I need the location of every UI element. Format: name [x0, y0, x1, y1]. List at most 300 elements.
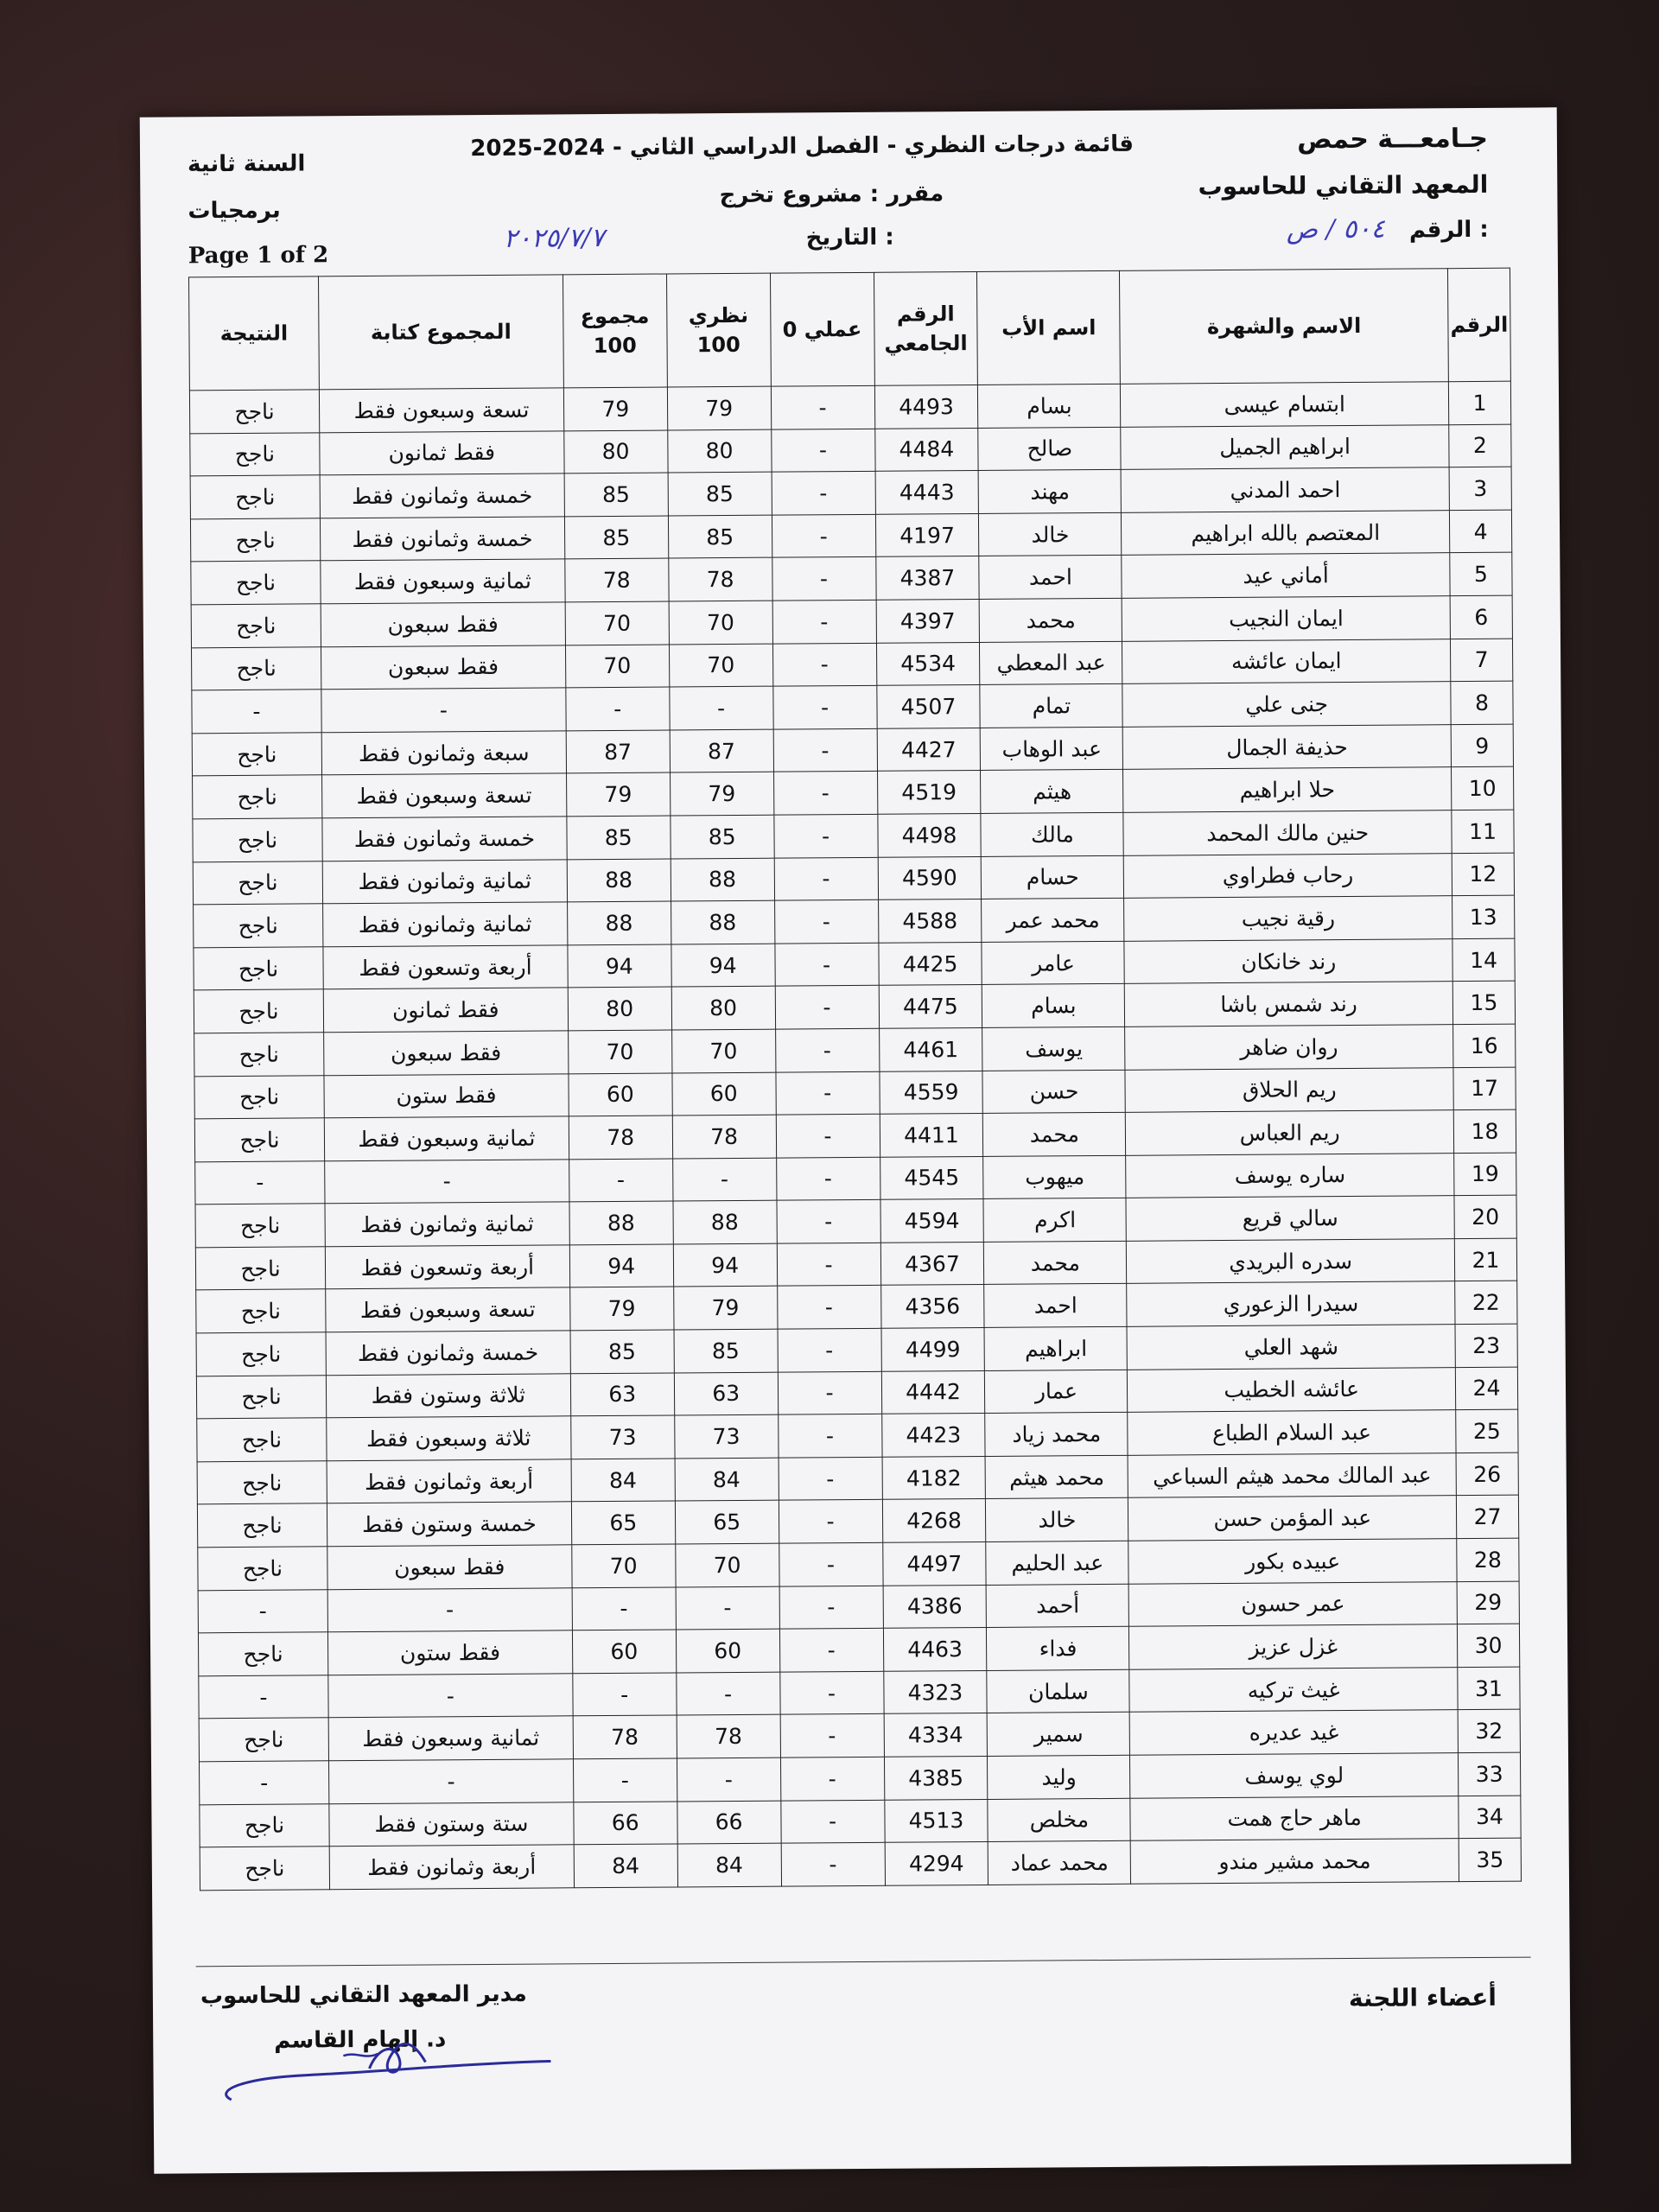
university-id: 4334 [884, 1713, 988, 1757]
col-header-index: الرقم [1447, 268, 1510, 381]
total-in-words: فقط ستون [324, 1073, 569, 1118]
practical-grade: - [780, 1714, 884, 1758]
practical-grade: - [774, 899, 878, 943]
practical-grade: - [773, 728, 877, 772]
row-index: 28 [1457, 1538, 1519, 1581]
father-name: محمد عماد [988, 1840, 1131, 1885]
row-index: 8 [1451, 681, 1513, 724]
total-in-words: ثمانية وسبعون فقط [321, 559, 565, 604]
theory-grade: 60 [672, 1072, 776, 1116]
total-grade: 65 [571, 1501, 675, 1544]
result: ناجح [194, 904, 323, 948]
result: - [198, 1589, 327, 1633]
total-grade: 80 [568, 987, 671, 1030]
practical-grade: - [773, 814, 877, 857]
total-grade: 84 [574, 1844, 677, 1887]
row-index: 6 [1450, 595, 1512, 639]
row-index: 9 [1451, 724, 1513, 767]
result: ناجح [193, 861, 322, 905]
theory-grade: 87 [670, 729, 773, 772]
total-in-words: - [321, 688, 566, 733]
row-index: 25 [1456, 1409, 1518, 1452]
practical-grade: - [779, 1586, 883, 1629]
university-id: 4594 [880, 1199, 983, 1243]
total-in-words: فقط سبعون [324, 1031, 569, 1076]
row-index: 31 [1458, 1667, 1520, 1710]
result: ناجح [191, 604, 321, 648]
row-index: 1 [1448, 381, 1510, 424]
total-grade: 60 [572, 1630, 676, 1673]
sheet-title: قائمة درجات النظري - الفصل الدراسي الثاني - 2024-2025 [470, 130, 1135, 162]
father-name: ابراهيم [984, 1326, 1127, 1370]
total-in-words: ثمانية وثمانون فقط [325, 1202, 569, 1247]
practical-grade: - [775, 986, 879, 1029]
total-grade: 87 [566, 730, 670, 773]
total-grade: 88 [567, 901, 671, 944]
theory-grade: 85 [674, 1329, 778, 1372]
practical-grade: - [777, 1243, 880, 1286]
student-name: سيدرا الزعوري [1127, 1281, 1455, 1326]
university-id: 4463 [883, 1628, 987, 1671]
row-index: 16 [1453, 1024, 1516, 1067]
student-name: جنى علي [1122, 682, 1451, 727]
university-id: 4425 [878, 942, 982, 985]
student-name: ابتسام عيسى [1121, 382, 1449, 427]
theory-grade: 79 [670, 772, 773, 815]
theory-grade: - [670, 686, 773, 729]
student-name: حلا ابراهيم [1123, 767, 1452, 812]
total-grade: 70 [571, 1544, 675, 1587]
row-index: 14 [1452, 938, 1515, 982]
total-in-words: ستة وستون فقط [329, 1802, 574, 1847]
university-id: 4356 [880, 1285, 984, 1328]
result: ناجح [197, 1461, 327, 1505]
total-grade: - [573, 1673, 677, 1716]
theory-grade: 70 [675, 1543, 779, 1586]
col-header-total-words: المجموع كتابة [318, 275, 563, 390]
student-name: محمد مشير مندو [1131, 1839, 1459, 1884]
father-name: بسام [978, 384, 1121, 428]
university-id: 4513 [884, 1799, 988, 1842]
practical-grade: - [773, 772, 877, 815]
col-header-result: النتيجة [189, 276, 320, 391]
student-name: ايمان النجيب [1122, 596, 1451, 641]
father-name: مالك [981, 812, 1123, 856]
total-grade: 66 [574, 1802, 677, 1845]
father-name: محمد [983, 1112, 1126, 1156]
university-id: 4367 [880, 1242, 984, 1285]
father-name: خالد [979, 512, 1122, 556]
total-in-words: خمسة وثمانون فقط [320, 474, 564, 518]
row-index: 3 [1449, 467, 1511, 510]
practical-grade: - [772, 557, 875, 601]
practical-grade: - [779, 1500, 882, 1543]
student-name: رحاب فطراوي [1124, 853, 1452, 898]
theory-grade: 78 [672, 1115, 776, 1158]
row-index: 10 [1452, 767, 1514, 810]
result: ناجح [198, 1547, 327, 1591]
course-name: مقرر : مشروع تخرج [719, 181, 944, 209]
practical-grade: - [775, 1028, 879, 1071]
total-grade: 94 [569, 1244, 673, 1287]
practical-grade: - [774, 943, 878, 986]
total-grade: - [572, 1587, 676, 1630]
theory-grade: 85 [668, 515, 772, 558]
father-name: محمد [984, 1241, 1127, 1285]
total-in-words: تسعة وسبعون فقط [326, 1287, 570, 1332]
theory-grade: - [672, 1158, 776, 1201]
student-name: ايمان عائشه [1122, 639, 1451, 683]
grades-table [188, 268, 1522, 1891]
total-in-words: - [328, 1759, 573, 1804]
total-in-words: ثمانية وسبعون فقط [324, 1116, 569, 1161]
student-name: عبد المؤمن حسن [1128, 1496, 1457, 1541]
practical-grade: - [779, 1629, 883, 1672]
col-header-name: الاسم والشهرة [1120, 269, 1449, 385]
university-id: 4499 [881, 1328, 985, 1371]
student-name: حنين مالك المحمد [1123, 810, 1452, 855]
student-name: المعتصم بالله ابراهيم [1122, 510, 1450, 555]
date-label: التاريخ : [805, 224, 894, 251]
total-grade: 63 [570, 1373, 674, 1416]
father-name: عبد المعطي [980, 641, 1122, 685]
study-year: السنة ثانية [187, 150, 306, 178]
university-id: 4559 [879, 1071, 982, 1114]
col-header-theory: نظري 100 [666, 273, 771, 387]
university-id: 4411 [880, 1114, 983, 1157]
student-name: رقية نجيب [1124, 896, 1452, 941]
row-index: 20 [1454, 1195, 1516, 1238]
theory-grade: 88 [671, 900, 774, 944]
reference-number: ٥٠٤ / ص [1286, 213, 1385, 245]
total-grade: 88 [567, 859, 671, 902]
date-value: ٢٠٢٥/٧/٧ [503, 223, 605, 254]
father-name: محمد [980, 598, 1122, 642]
father-name: عبد الوهاب [981, 727, 1123, 771]
student-name: عبيده بكور [1128, 1539, 1457, 1584]
row-index: 2 [1449, 424, 1511, 467]
practical-grade: - [778, 1414, 881, 1458]
total-grade: 80 [563, 430, 667, 474]
total-grade: 70 [565, 601, 669, 645]
student-name: شهد العلي [1127, 1325, 1455, 1370]
father-name: خالد [986, 1498, 1128, 1542]
practical-grade: - [777, 1200, 880, 1243]
theory-grade: 66 [677, 1801, 781, 1844]
practical-grade: - [772, 472, 875, 515]
father-name: محمد هيثم [986, 1455, 1128, 1499]
result: ناجح [196, 1289, 326, 1333]
theory-grade: 88 [673, 1200, 777, 1243]
total-grade: 73 [570, 1415, 674, 1459]
result: ناجح [191, 646, 321, 690]
total-grade: 78 [565, 558, 669, 601]
row-index: 11 [1452, 810, 1514, 853]
total-in-words: ثمانية وسبعون فقط [328, 1716, 573, 1761]
total-grade: 70 [568, 1030, 671, 1073]
row-index: 35 [1459, 1838, 1521, 1881]
father-name: سلمان [987, 1669, 1129, 1713]
row-index: 18 [1453, 1109, 1516, 1153]
university-id: 4534 [876, 642, 980, 685]
theory-grade: 70 [669, 644, 772, 687]
theory-grade: 80 [671, 986, 775, 1029]
total-in-words: أربعة وتسعون فقط [323, 945, 568, 990]
grade-sheet-paper [140, 107, 1572, 2173]
total-grade: - [569, 1159, 672, 1202]
student-name: رند خانكان [1124, 938, 1452, 983]
total-in-words: ثلاثة وسبعون فقط [327, 1416, 571, 1461]
total-grade: 79 [566, 772, 670, 816]
result: ناجح [195, 1247, 325, 1291]
total-in-words: فقط سبعون [327, 1545, 572, 1590]
director-signature [205, 2019, 569, 2117]
university-id: 4268 [882, 1499, 986, 1542]
father-name: أحمد [987, 1584, 1129, 1628]
total-grade: 78 [569, 1116, 672, 1159]
total-in-words: تسعة وسبعون فقط [322, 773, 567, 818]
university-id: 4294 [885, 1842, 988, 1885]
practical-grade: - [776, 1157, 880, 1200]
student-name: احمد المدني [1121, 467, 1449, 512]
total-in-words: فقط ستون [327, 1630, 572, 1675]
specialty: برمجيات [188, 197, 281, 225]
practical-grade: - [777, 1286, 880, 1329]
university-id: 4387 [875, 556, 979, 600]
practical-grade: - [771, 429, 874, 472]
university-id: 4443 [875, 471, 979, 514]
result: ناجح [191, 561, 321, 605]
row-index: 21 [1454, 1238, 1516, 1281]
student-name: حذيفة الجمال [1123, 724, 1452, 769]
row-index: 26 [1456, 1452, 1518, 1496]
practical-grade: - [771, 385, 874, 429]
table-header-row [189, 268, 1511, 391]
father-name: بسام [982, 984, 1125, 1028]
total-grade: 88 [569, 1201, 673, 1244]
theory-grade: 78 [668, 558, 772, 601]
total-grade: 94 [568, 944, 671, 988]
total-in-words: فقط ثمانون [323, 988, 568, 1033]
university-id: 4498 [877, 813, 981, 856]
total-in-words: خمسة وثمانون فقط [326, 1331, 570, 1376]
total-grade: 79 [563, 387, 667, 430]
student-name: غيد عديره [1130, 1710, 1459, 1755]
total-in-words: فقط سبعون [321, 602, 565, 647]
father-name: هيثم [981, 770, 1123, 814]
practical-grade: - [778, 1371, 881, 1414]
director-name: د. إلهام القاسم [274, 2026, 447, 2054]
result: ناجح [197, 1503, 327, 1548]
father-name: وليد [988, 1755, 1130, 1799]
result: ناجح [200, 1847, 329, 1891]
result: - [199, 1675, 328, 1719]
theory-grade: 84 [677, 1843, 781, 1886]
row-index: 4 [1449, 510, 1511, 553]
theory-grade: 73 [674, 1414, 778, 1458]
result: ناجح [193, 818, 322, 862]
row-index: 27 [1456, 1496, 1518, 1539]
student-name: لوي يوسف [1130, 1753, 1459, 1798]
theory-grade: 88 [671, 858, 774, 901]
page-indicator: Page 1 of 2 [188, 242, 329, 270]
student-name: عائشه الخطيب [1128, 1367, 1456, 1412]
university-id: 4397 [876, 599, 980, 642]
theory-grade: - [676, 1586, 779, 1630]
director-title: مدير المعهد التقاني للحاسوب [200, 1980, 527, 2010]
theory-grade: 85 [671, 815, 774, 858]
father-name: مهند [979, 470, 1122, 514]
result: ناجح [196, 1375, 326, 1419]
practical-grade: - [780, 1800, 884, 1843]
university-name: جـامعـــة حمص [1297, 123, 1489, 156]
total-grade: 60 [569, 1072, 672, 1116]
result: ناجح [190, 518, 320, 563]
result: ناجح [194, 1075, 324, 1119]
father-name: صالح [978, 427, 1121, 471]
father-name: محمد زياد [985, 1413, 1128, 1457]
father-name: محمد عمر [982, 898, 1124, 942]
total-grade: - [573, 1758, 677, 1802]
row-index: 12 [1452, 853, 1514, 896]
result: ناجح [197, 1418, 327, 1462]
theory-grade: 94 [673, 1243, 777, 1287]
total-in-words: ثلاثة وستون فقط [326, 1373, 570, 1418]
row-index: 24 [1455, 1367, 1517, 1410]
theory-grade: 94 [671, 944, 775, 987]
col-header-father: اسم الأب [977, 270, 1121, 385]
theory-grade: 78 [677, 1715, 780, 1758]
student-name: ريم العباس [1126, 1110, 1454, 1155]
theory-grade: - [676, 1672, 779, 1715]
total-in-words: أربعة وتسعون فقط [325, 1245, 569, 1290]
father-name: مخلص [988, 1798, 1130, 1842]
practical-grade: - [776, 1071, 880, 1115]
total-in-words: فقط ثمانون [320, 430, 564, 475]
practical-grade: - [779, 1457, 882, 1500]
father-name: احمد [979, 556, 1122, 600]
result: ناجح [194, 989, 323, 1033]
result: ناجح [198, 1632, 327, 1676]
result: - [195, 1160, 325, 1205]
theory-grade: - [677, 1758, 780, 1801]
university-id: 4323 [883, 1670, 987, 1713]
university-id: 4519 [877, 771, 981, 814]
result: ناجح [194, 947, 323, 991]
practical-grade: - [772, 643, 876, 686]
student-name: أماني عيد [1122, 553, 1450, 598]
university-id: 4385 [884, 1756, 988, 1799]
father-name: احمد [984, 1284, 1127, 1328]
theory-grade: 84 [675, 1458, 779, 1501]
student-name: سدره البريدي [1127, 1239, 1455, 1284]
theory-grade: 70 [671, 1029, 775, 1072]
student-name: عبد المالك محمد هيثم السباعي [1128, 1453, 1456, 1498]
total-in-words: - [327, 1587, 572, 1632]
row-index: 22 [1455, 1281, 1517, 1325]
practical-grade: - [772, 514, 875, 557]
table-row [200, 1838, 1521, 1890]
university-id: 4590 [878, 856, 982, 899]
total-grade: 79 [569, 1287, 673, 1330]
total-in-words: ثمانية وثمانون فقط [323, 902, 568, 947]
theory-grade: 79 [673, 1287, 777, 1330]
row-index: 13 [1452, 895, 1515, 938]
student-name: ماهر حاج همت [1130, 1796, 1459, 1840]
university-id: 4497 [882, 1541, 986, 1585]
university-id: 4484 [874, 428, 978, 471]
result: ناجح [196, 1332, 326, 1376]
total-in-words: - [328, 1674, 573, 1719]
practical-grade: - [776, 1114, 880, 1157]
result: ناجح [200, 1803, 329, 1847]
row-index: 17 [1453, 1067, 1516, 1110]
total-grade: 85 [567, 816, 671, 859]
father-name: عامر [982, 941, 1124, 985]
row-index: 33 [1458, 1752, 1520, 1796]
row-index: 34 [1459, 1796, 1521, 1839]
result: ناجح [199, 1718, 328, 1762]
student-name: رند شمس باشا [1125, 982, 1453, 1027]
row-index: 19 [1454, 1153, 1516, 1196]
total-in-words: خمسة وستون فقط [327, 1502, 571, 1547]
row-index: 29 [1457, 1581, 1519, 1624]
total-grade: 78 [573, 1715, 677, 1758]
father-name: حسن [982, 1070, 1125, 1114]
row-index: 5 [1450, 553, 1512, 596]
father-name: عبد الحليم [986, 1541, 1128, 1585]
practical-grade: - [781, 1842, 885, 1885]
result: - [199, 1761, 328, 1805]
total-grade: 85 [570, 1330, 674, 1373]
total-in-words: - [325, 1160, 569, 1205]
theory-grade: 70 [669, 601, 772, 644]
footer-divider [196, 1957, 1531, 1967]
result: ناجح [190, 432, 320, 476]
total-grade: 84 [571, 1459, 675, 1502]
total-in-words: ثمانية وثمانون فقط [322, 859, 567, 904]
reference-label: الرقم : [1408, 216, 1489, 244]
practical-grade: - [774, 857, 878, 900]
university-id: 4545 [880, 1156, 983, 1199]
total-in-words: فقط سبعون [321, 645, 565, 690]
total-in-words: سبعة وثمانون فقط [321, 731, 566, 776]
result: ناجح [195, 1204, 325, 1248]
row-index: 23 [1455, 1324, 1517, 1367]
col-header-practical: عملي 0 [770, 272, 874, 386]
university-id: 4427 [877, 728, 981, 771]
father-name: اكرم [983, 1198, 1126, 1243]
student-name: عمر حسون [1128, 1581, 1457, 1626]
father-name: فداء [987, 1627, 1129, 1671]
theory-grade: 85 [668, 472, 772, 515]
practical-grade: - [772, 685, 876, 728]
university-id: 4507 [876, 685, 980, 728]
student-name: سالي قريع [1126, 1196, 1454, 1241]
col-header-university-id: الرقم الجامعي [874, 271, 978, 385]
total-in-words: أربعة وثمانون فقط [329, 1845, 574, 1890]
row-index: 7 [1450, 639, 1512, 682]
result: ناجح [194, 1118, 324, 1162]
row-index: 15 [1452, 981, 1515, 1024]
student-name: ريم الحلاق [1125, 1067, 1453, 1112]
student-name: غزل عزيز [1129, 1624, 1458, 1669]
theory-grade: 63 [674, 1372, 778, 1415]
student-name: غيث تركيه [1129, 1667, 1458, 1712]
total-grade: 85 [564, 516, 668, 559]
total-grade: - [566, 687, 670, 730]
father-name: يوسف [982, 1027, 1125, 1071]
